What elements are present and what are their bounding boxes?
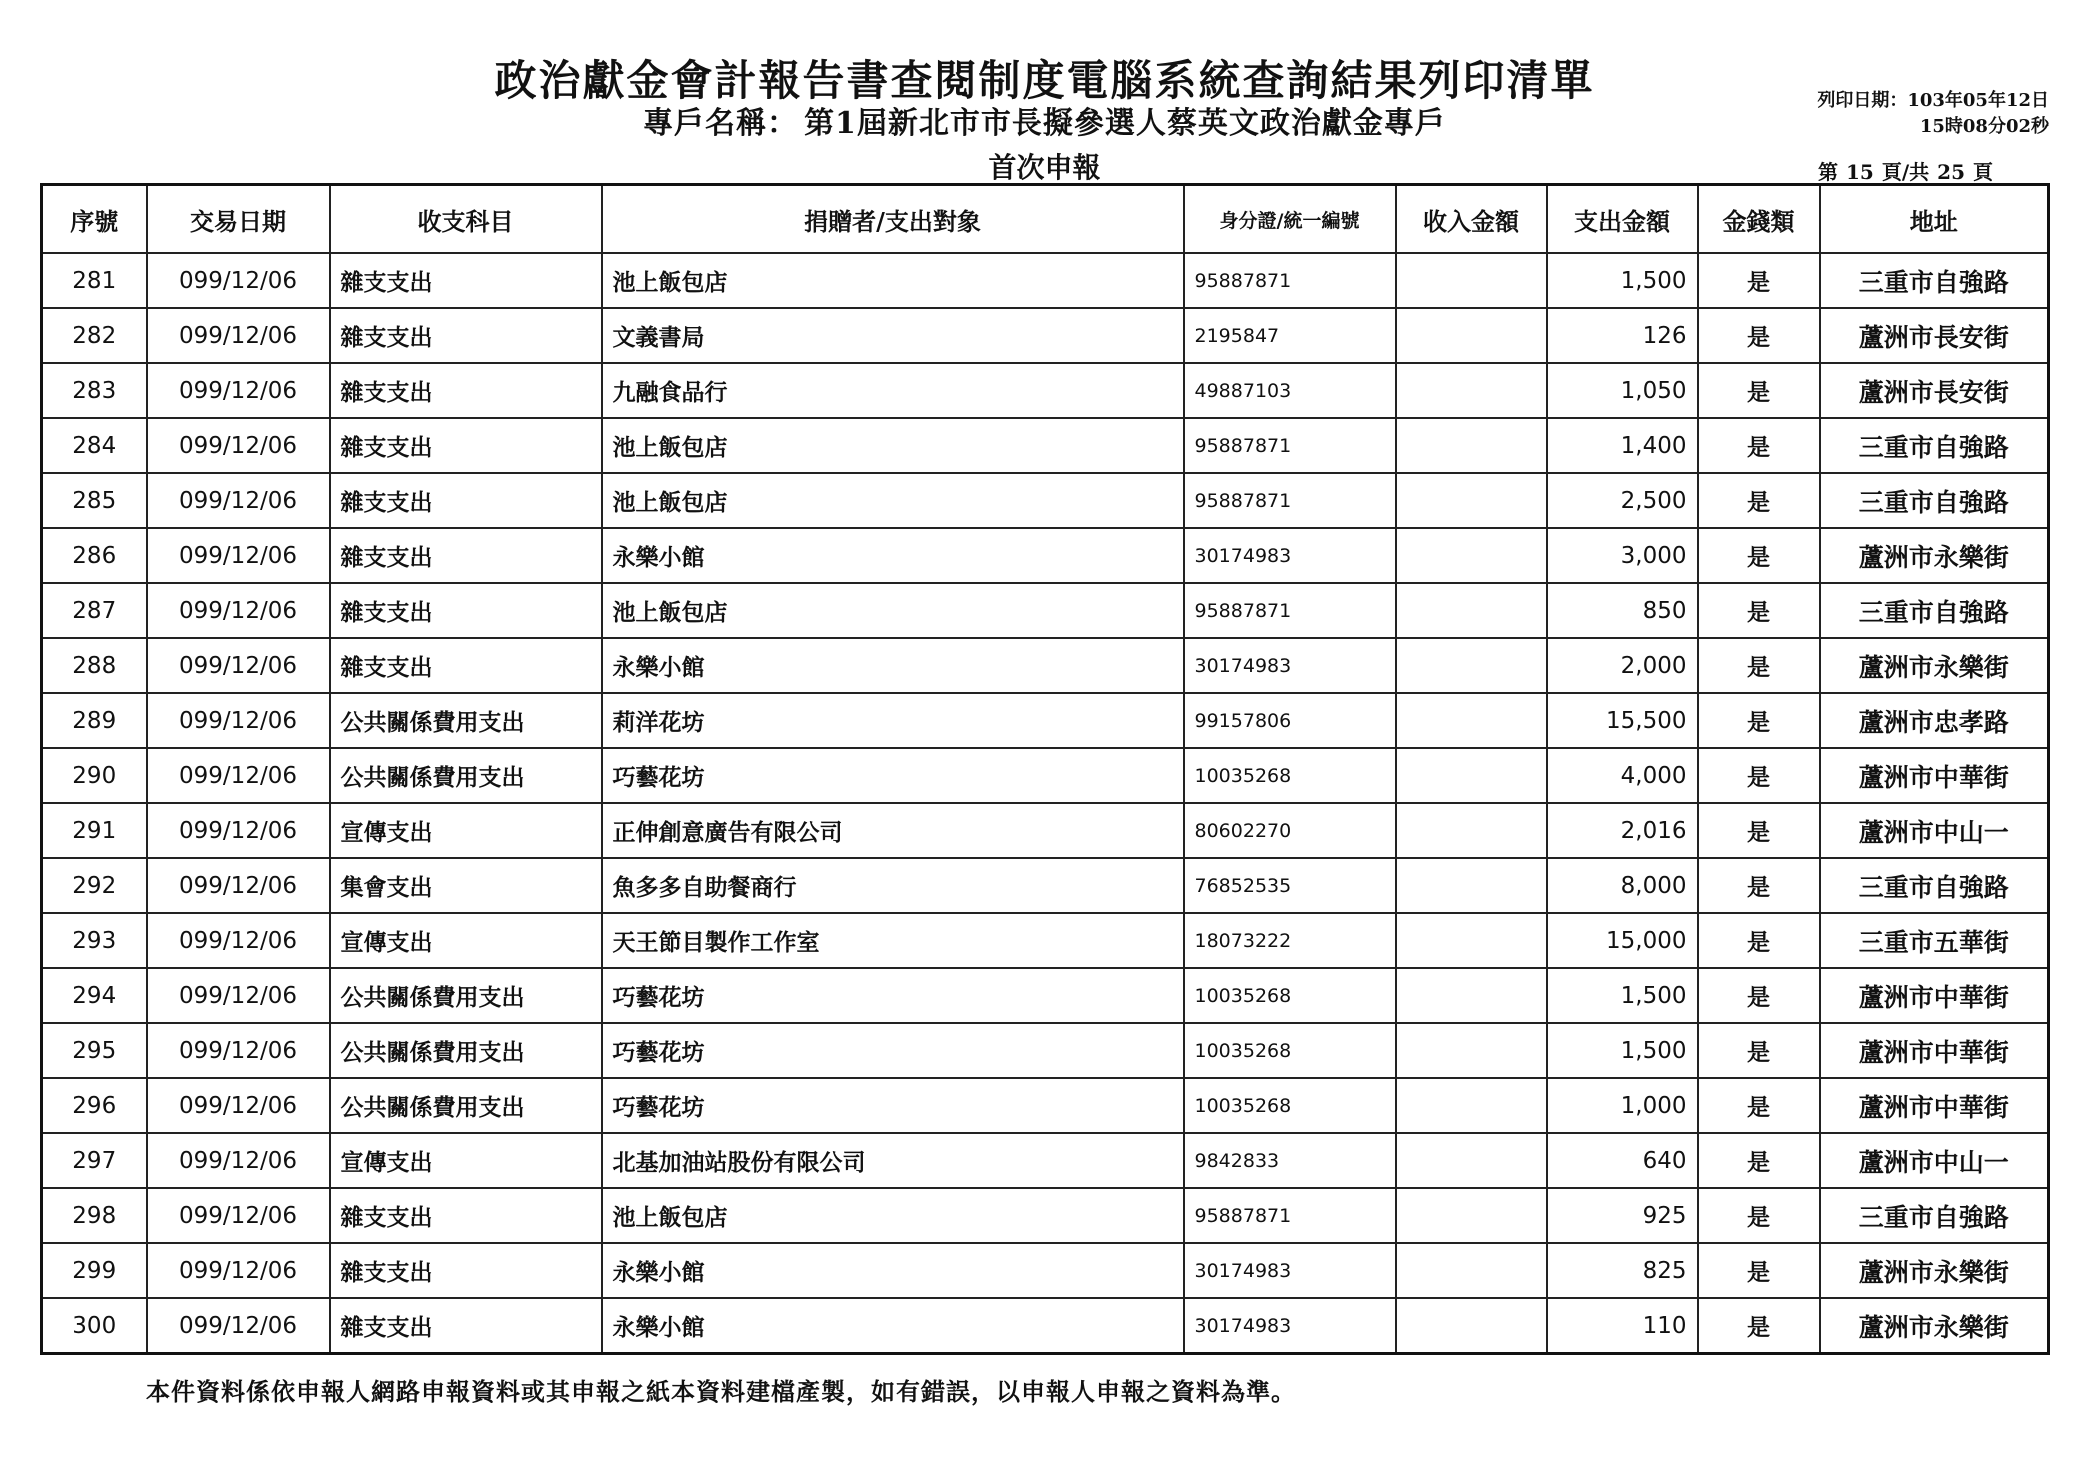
cell-subject: 宣傳支出 [330,1133,602,1188]
cell-expense: 1,400 [1547,418,1698,473]
account-line [0,98,2089,142]
cell-counterparty: 永樂小館 [602,638,1184,693]
cell-id: 95887871 [1184,1188,1396,1243]
cell-id: 2195847 [1184,308,1396,363]
table-row [42,418,2049,473]
cell-address: 蘆洲市忠孝路 [1820,693,2049,748]
cell-no: 299 [42,1243,147,1298]
cell-subject: 雜支支出 [330,473,602,528]
cell-expense: 1,500 [1547,1023,1698,1078]
cell-date: 099/12/06 [147,363,330,418]
cell-address: 三重市自強路 [1820,253,2049,308]
cell-id: 10035268 [1184,968,1396,1023]
cell-income [1396,1023,1547,1078]
cell-address: 蘆洲市中山一 [1820,1133,2049,1188]
cell-expense: 2,500 [1547,473,1698,528]
cell-id: 30174983 [1184,528,1396,583]
table-header-row [42,185,2049,254]
cell-expense: 1,500 [1547,968,1698,1023]
table-body [42,253,2049,1354]
cell-counterparty: 正伸創意廣告有限公司 [602,803,1184,858]
cell-id: 76852535 [1184,858,1396,913]
account-name: 第1屆新北市市長擬參選人蔡英文政治獻金專戶 [804,106,1446,141]
cell-subject: 公共關係費用支出 [330,693,602,748]
cell-money-type: 是 [1698,1133,1820,1188]
col-header-income: 收入金額 [1396,185,1547,254]
cell-counterparty: 永樂小館 [602,1298,1184,1354]
cell-address: 蘆洲市中山一 [1820,803,2049,858]
cell-subject: 雜支支出 [330,638,602,693]
cell-subject: 雜支支出 [330,583,602,638]
cell-money-type: 是 [1698,1023,1820,1078]
cell-address: 蘆洲市長安街 [1820,363,2049,418]
page-suffix: 頁 [1973,160,1993,184]
cell-id: 95887871 [1184,253,1396,308]
cell-date: 099/12/06 [147,308,330,363]
cell-income [1396,253,1547,308]
cell-expense: 2,016 [1547,803,1698,858]
cell-id: 95887871 [1184,583,1396,638]
account-label: 專戶名稱： [643,106,799,141]
cell-date: 099/12/06 [147,913,330,968]
cell-income [1396,693,1547,748]
cell-date: 099/12/06 [147,528,330,583]
cell-address: 蘆洲市永樂街 [1820,1298,2049,1354]
cell-no: 283 [42,363,147,418]
cell-counterparty: 九融食品行 [602,363,1184,418]
cell-subject: 雜支支出 [330,253,602,308]
cell-subject: 雜支支出 [330,1243,602,1298]
cell-no: 284 [42,418,147,473]
cell-counterparty: 池上飯包店 [602,473,1184,528]
cell-date: 099/12/06 [147,968,330,1023]
cell-counterparty: 永樂小館 [602,1243,1184,1298]
cell-address: 三重市自強路 [1820,473,2049,528]
cell-date: 099/12/06 [147,693,330,748]
cell-subject: 雜支支出 [330,528,602,583]
cell-subject: 公共關係費用支出 [330,748,602,803]
table-row [42,913,2049,968]
cell-expense: 1,500 [1547,253,1698,308]
cell-money-type: 是 [1698,528,1820,583]
cell-id: 30174983 [1184,1243,1396,1298]
cell-money-type: 是 [1698,748,1820,803]
cell-income [1396,748,1547,803]
cell-id: 9842833 [1184,1133,1396,1188]
cell-money-type: 是 [1698,253,1820,308]
cell-id: 10035268 [1184,748,1396,803]
cell-money-type: 是 [1698,1078,1820,1133]
table-row [42,1133,2049,1188]
cell-address: 蘆洲市永樂街 [1820,528,2049,583]
cell-subject: 雜支支出 [330,363,602,418]
cell-income [1396,1188,1547,1243]
cell-no: 295 [42,1023,147,1078]
cell-date: 099/12/06 [147,638,330,693]
cell-income [1396,1298,1547,1354]
transactions-table [40,183,2050,1355]
table-row [42,363,2049,418]
cell-address: 三重市自強路 [1820,583,2049,638]
cell-subject: 雜支支出 [330,308,602,363]
cell-address: 蘆洲市中華街 [1820,1023,2049,1078]
cell-no: 290 [42,748,147,803]
cell-no: 289 [42,693,147,748]
print-date: 103年05年12日 [1907,90,2049,111]
cell-counterparty: 莉洋花坊 [602,693,1184,748]
table-row [42,1243,2049,1298]
cell-subject: 集會支出 [330,858,602,913]
cell-counterparty: 文義書局 [602,308,1184,363]
cell-date: 099/12/06 [147,1078,330,1133]
cell-date: 099/12/06 [147,253,330,308]
cell-income [1396,1133,1547,1188]
cell-money-type: 是 [1698,693,1820,748]
table-row [42,693,2049,748]
cell-income [1396,308,1547,363]
cell-counterparty: 巧藝花坊 [602,1078,1184,1133]
cell-counterparty: 巧藝花坊 [602,968,1184,1023]
table-row [42,1078,2049,1133]
cell-counterparty: 巧藝花坊 [602,1023,1184,1078]
filing-type: 首次申報 [988,151,1101,184]
cell-subject: 雜支支出 [330,418,602,473]
cell-counterparty: 池上飯包店 [602,1188,1184,1243]
cell-subject: 公共關係費用支出 [330,968,602,1023]
cell-subject: 雜支支出 [330,1298,602,1354]
table-row [42,583,2049,638]
cell-address: 三重市自強路 [1820,418,2049,473]
cell-money-type: 是 [1698,968,1820,1023]
cell-income [1396,583,1547,638]
cell-id: 99157806 [1184,693,1396,748]
cell-no: 293 [42,913,147,968]
table-row [42,253,2049,308]
table-row [42,638,2049,693]
cell-no: 300 [42,1298,147,1354]
cell-date: 099/12/06 [147,1133,330,1188]
cell-expense: 850 [1547,583,1698,638]
cell-date: 099/12/06 [147,803,330,858]
cell-expense: 2,000 [1547,638,1698,693]
cell-no: 286 [42,528,147,583]
table-row [42,1188,2049,1243]
cell-address: 蘆洲市長安街 [1820,308,2049,363]
table-row [42,748,2049,803]
cell-no: 285 [42,473,147,528]
cell-date: 099/12/06 [147,1023,330,1078]
cell-date: 099/12/06 [147,858,330,913]
cell-expense: 110 [1547,1298,1698,1354]
cell-address: 蘆洲市中華街 [1820,748,2049,803]
print-time: 15時08分02秒 [1919,116,2049,137]
print-date-line [1817,88,2049,114]
cell-address: 三重市自強路 [1820,1188,2049,1243]
table-row [42,803,2049,858]
cell-income [1396,968,1547,1023]
cell-money-type: 是 [1698,1188,1820,1243]
table-row [42,968,2049,1023]
report-title: 政治獻金會計報告書查閱制度電腦系統查詢結果列印清單 [494,56,1595,105]
cell-counterparty: 魚多多自助餐商行 [602,858,1184,913]
cell-expense: 126 [1547,308,1698,363]
cell-income [1396,803,1547,858]
cell-id: 95887871 [1184,418,1396,473]
cell-id: 30174983 [1184,1298,1396,1354]
cell-no: 287 [42,583,147,638]
cell-id: 30174983 [1184,638,1396,693]
cell-subject: 公共關係費用支出 [330,1023,602,1078]
cell-money-type: 是 [1698,1298,1820,1354]
cell-counterparty: 池上飯包店 [602,418,1184,473]
cell-counterparty: 北基加油站股份有限公司 [602,1133,1184,1188]
cell-no: 297 [42,1133,147,1188]
cell-id: 49887103 [1184,363,1396,418]
cell-money-type: 是 [1698,803,1820,858]
cell-expense: 8,000 [1547,858,1698,913]
cell-no: 282 [42,308,147,363]
cell-subject: 宣傳支出 [330,803,602,858]
cell-date: 099/12/06 [147,473,330,528]
cell-income [1396,363,1547,418]
cell-id: 10035268 [1184,1078,1396,1133]
cell-income [1396,1078,1547,1133]
cell-date: 099/12/06 [147,1298,330,1354]
footer-note: 本件資料係依申報人網路申報資料或其申報之紙本資料建檔產製，如有錯誤，以申報人申報之資料為準。 [146,1377,1296,1406]
col-header-expense: 支出金額 [1547,185,1698,254]
cell-address: 三重市自強路 [1820,858,2049,913]
cell-money-type: 是 [1698,638,1820,693]
cell-money-type: 是 [1698,913,1820,968]
cell-money-type: 是 [1698,363,1820,418]
cell-subject: 雜支支出 [330,1188,602,1243]
cell-money-type: 是 [1698,583,1820,638]
cell-no: 294 [42,968,147,1023]
cell-money-type: 是 [1698,858,1820,913]
page-indicator [1814,156,1997,185]
cell-no: 288 [42,638,147,693]
cell-address: 蘆洲市中華街 [1820,968,2049,1023]
cell-income [1396,913,1547,968]
cell-expense: 15,500 [1547,693,1698,748]
cell-expense: 825 [1547,1243,1698,1298]
print-info [1817,88,2049,140]
cell-money-type: 是 [1698,418,1820,473]
cell-money-type: 是 [1698,473,1820,528]
col-header-subject: 收支科目 [330,185,602,254]
cell-no: 292 [42,858,147,913]
cell-counterparty: 天王節目製作工作室 [602,913,1184,968]
cell-income [1396,638,1547,693]
cell-counterparty: 池上飯包店 [602,253,1184,308]
cell-date: 099/12/06 [147,748,330,803]
col-header-id: 身分證/統一編號 [1184,185,1396,254]
table-row [42,528,2049,583]
table-row [42,858,2049,913]
cell-money-type: 是 [1698,1243,1820,1298]
cell-income [1396,528,1547,583]
cell-counterparty: 池上飯包店 [602,583,1184,638]
print-date-label: 列印日期： [1817,90,1908,111]
cell-no: 281 [42,253,147,308]
cell-date: 099/12/06 [147,583,330,638]
cell-income [1396,858,1547,913]
cell-date: 099/12/06 [147,1188,330,1243]
table-row [42,473,2049,528]
cell-income [1396,473,1547,528]
cell-id: 10035268 [1184,1023,1396,1078]
cell-expense: 640 [1547,1133,1698,1188]
cell-money-type: 是 [1698,308,1820,363]
cell-id: 95887871 [1184,473,1396,528]
cell-date: 099/12/06 [147,1243,330,1298]
col-header-address: 地址 [1820,185,2049,254]
table-row [42,1023,2049,1078]
cell-expense: 3,000 [1547,528,1698,583]
page-prefix: 第 [1818,160,1838,184]
page-current: 15 [1846,160,1874,184]
cell-id: 80602270 [1184,803,1396,858]
cell-address: 蘆洲市中華街 [1820,1078,2049,1133]
col-header-counterparty: 捐贈者/支出對象 [602,185,1184,254]
table-row [42,1298,2049,1354]
cell-income [1396,418,1547,473]
cell-expense: 1,050 [1547,363,1698,418]
cell-expense: 15,000 [1547,913,1698,968]
col-header-money-type: 金錢類 [1698,185,1820,254]
cell-subject: 宣傳支出 [330,913,602,968]
cell-expense: 1,000 [1547,1078,1698,1133]
cell-income [1396,1243,1547,1298]
cell-counterparty: 巧藝花坊 [602,748,1184,803]
col-header-date: 交易日期 [147,185,330,254]
cell-address: 蘆洲市永樂街 [1820,1243,2049,1298]
cell-address: 蘆洲市永樂街 [1820,638,2049,693]
cell-no: 298 [42,1188,147,1243]
cell-date: 099/12/06 [147,418,330,473]
col-header-no: 序號 [42,185,147,254]
cell-id: 18073222 [1184,913,1396,968]
table-row [42,308,2049,363]
cell-no: 291 [42,803,147,858]
cell-subject: 公共關係費用支出 [330,1078,602,1133]
cell-no: 296 [42,1078,147,1133]
cell-expense: 4,000 [1547,748,1698,803]
page-mid: 頁/共 [1881,160,1930,184]
cell-address: 三重市五華街 [1820,913,2049,968]
page-total: 25 [1937,160,1965,184]
cell-counterparty: 永樂小館 [602,528,1184,583]
cell-expense: 925 [1547,1188,1698,1243]
